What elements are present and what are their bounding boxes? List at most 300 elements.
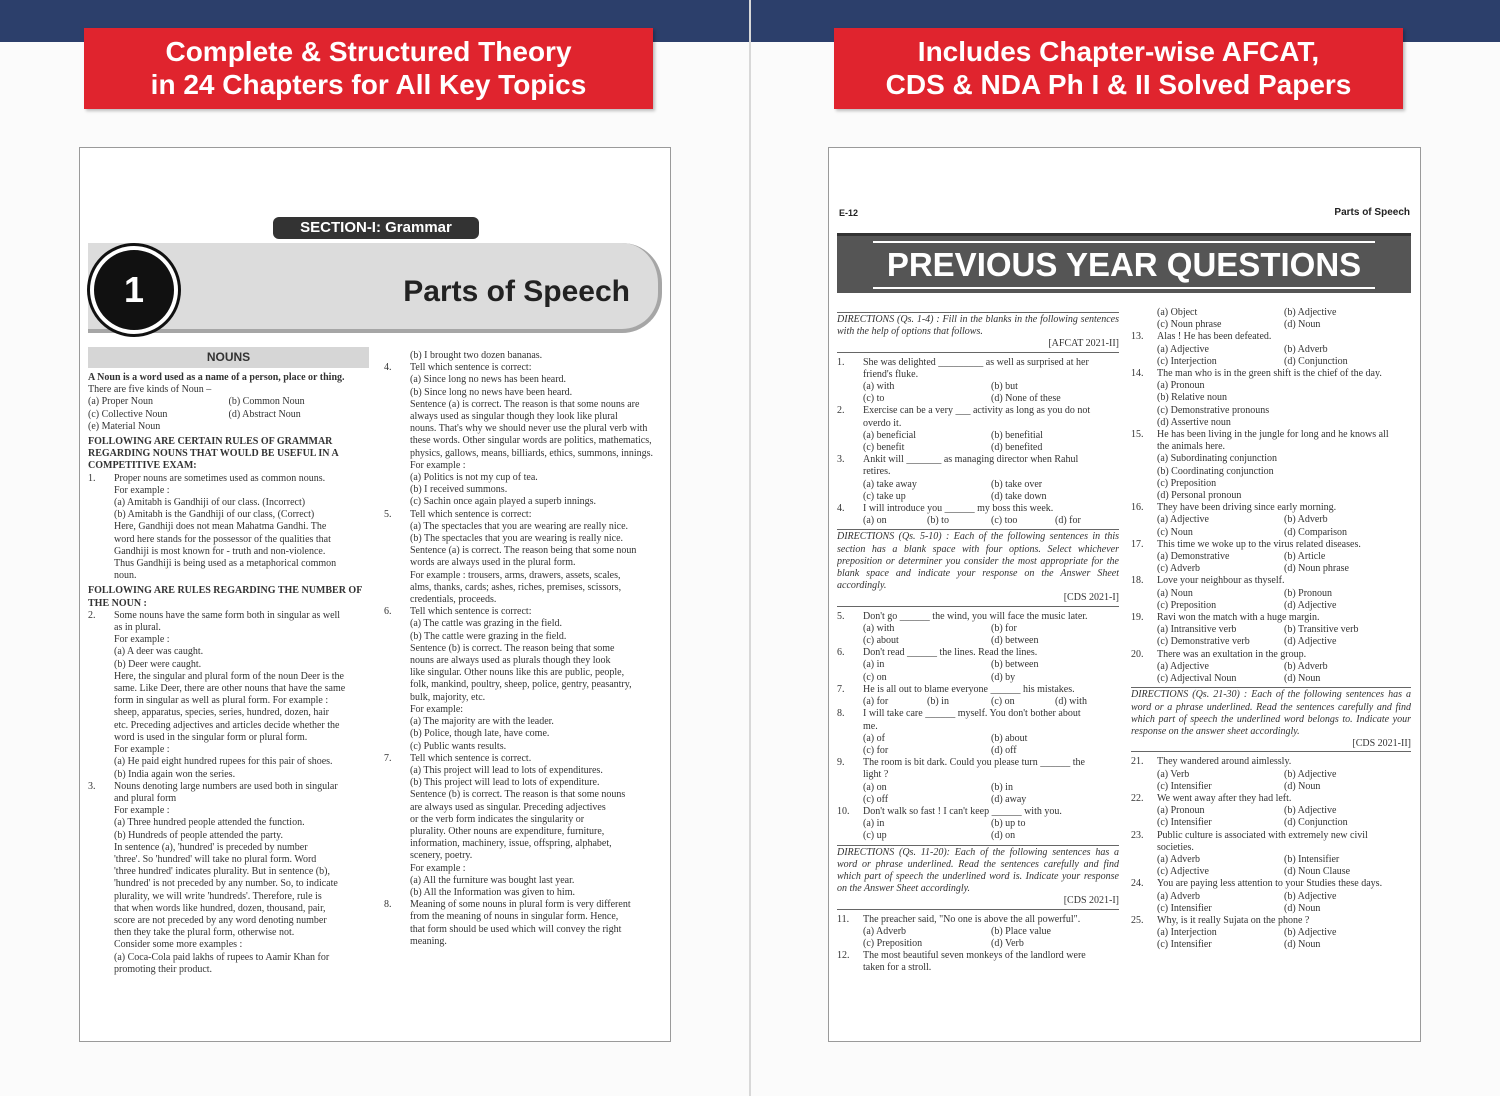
question-line — [837, 806, 1119, 818]
text-line: plurality, we will write 'hundreds'. Therefore, rule is — [114, 890, 322, 902]
question-line — [837, 503, 1119, 515]
item-number: 1. — [88, 472, 96, 484]
text-line: Gandhiji is most known for - truth and non-violence. — [114, 545, 326, 557]
text-line: sheep, apparatus, species, series, hundred, dozen, hair — [114, 707, 329, 719]
nouns-heading: NOUNS — [88, 347, 369, 368]
option: (d) Noun — [1284, 939, 1321, 951]
option-pair — [1131, 903, 1411, 915]
question-line — [837, 405, 1119, 417]
option-pair — [1131, 319, 1411, 331]
text-line: Sentence (b) is correct. The reason is that some nouns — [410, 789, 626, 801]
option: (c) Intensifier — [1157, 780, 1212, 792]
question-line — [837, 950, 1119, 962]
text-line: then they take the plural form, otherwise not. — [114, 927, 295, 939]
item-text: They have been driving since early morning. — [1157, 502, 1337, 514]
option-pair — [837, 926, 1119, 938]
question-line — [837, 757, 1119, 769]
item-text: Why, is it really Sujata on the phone ? — [1157, 914, 1310, 926]
option-row — [837, 696, 1119, 708]
question-line — [837, 914, 1119, 926]
option: (d) benefited — [991, 442, 1043, 454]
option-pair — [1131, 769, 1411, 781]
directions-text: DIRECTIONS (Qs. 1-4) : Fill in the blanks in the following sentences with the help of options that follows. — [837, 314, 1119, 338]
question-line — [837, 684, 1119, 696]
text-line: (b) Police, though late, have come. — [410, 728, 550, 740]
text-line: 'hundred' is not preceded by any number. So, to indicate — [114, 878, 338, 890]
text-line: meaning. — [410, 935, 447, 947]
question-line — [837, 357, 1119, 369]
theory-page — [79, 147, 671, 1042]
item-text: There was an exultation in the group. — [1157, 648, 1307, 660]
text-line: (a) This project will lead to lots of expenditures. — [410, 764, 603, 776]
option: (a) Adverb — [1157, 853, 1201, 865]
text-line: Sentence (a) is correct. The reason being that some noun — [410, 545, 637, 557]
text-line: folk, mankind, poultry, sheep, police, gentry, peasantry, — [410, 679, 632, 691]
item-number: 17. — [1131, 538, 1144, 550]
item-number: 16. — [1131, 502, 1144, 514]
noun-kind — [229, 421, 370, 433]
option: (b) to — [927, 515, 949, 527]
text-line: plurality. Other nouns are expenditure, furniture, — [410, 825, 605, 837]
option: (d) Noun — [1284, 902, 1321, 914]
item-number: 15. — [1131, 429, 1144, 441]
item-text: She was delighted _________ as well as surprised at her — [863, 356, 1089, 368]
option: (b) Adjective — [1284, 927, 1337, 939]
text-line: Here, Gandhiji does not mean Mahatma Gandhi. The — [114, 521, 327, 533]
question-line — [1131, 878, 1411, 890]
item-number: 9. — [837, 757, 845, 769]
option-pair — [1131, 939, 1411, 951]
item-text: Ankit will _______ as managing director when Rahul — [863, 454, 1079, 466]
text-line: (a) Since long no news has been heard. — [410, 374, 567, 386]
item-text: Alas ! He has been defeated. — [1157, 331, 1272, 343]
text-line: (d) Assertive noun — [1157, 416, 1231, 428]
option: (a) Adjective — [1157, 343, 1209, 355]
option: (b) Adverb — [1284, 660, 1328, 672]
text-line: (b) Since long no news have been heard. — [410, 386, 573, 398]
text-line: For example : — [114, 805, 170, 817]
option: (a) Pronoun — [1157, 805, 1205, 817]
option: (a) Noun — [1157, 587, 1193, 599]
text-line: 'three hundred' indicates plurality. But in sentence (b), — [114, 866, 330, 878]
option: (d) for — [1055, 515, 1081, 527]
question-line — [384, 753, 662, 765]
text-line: Thus Gandhiji is being used as a metaphorical common — [114, 558, 337, 570]
section-label: SECTION-I: Grammar — [273, 217, 479, 239]
question-line — [88, 610, 369, 622]
noun-kind-row — [88, 409, 369, 421]
item-number: 1. — [837, 356, 845, 368]
text-line: overdo it. — [863, 417, 902, 429]
option-pair — [837, 818, 1119, 830]
text-line: promoting their product. — [114, 963, 213, 975]
text-line: (b) Deer were caught. — [114, 658, 202, 670]
option: (a) on — [863, 515, 887, 527]
option: (a) take away — [863, 478, 917, 490]
option: (b) in — [991, 781, 1013, 793]
option: (b) Adjective — [1284, 890, 1337, 902]
option: (d) Noun — [1284, 319, 1321, 331]
option: (b) Intensifier — [1284, 853, 1340, 865]
item-text: Some nouns have the same form both in singular as well — [114, 609, 341, 621]
item-text: The man who is in the green shift is the chief of the day. — [1157, 368, 1382, 380]
text-line: me. — [863, 720, 878, 732]
text-line: (b) Relative noun — [1157, 392, 1227, 404]
pyq-banner — [837, 233, 1411, 293]
item-number: 14. — [1131, 368, 1144, 380]
option: (b) Adjective — [1284, 307, 1337, 318]
option-pair — [837, 442, 1119, 454]
item-number: 2. — [88, 609, 96, 621]
text-line: (b) The spectacles that you are wearing is really nice. — [410, 533, 624, 545]
item-text: The room is bit dark. Could you please turn ______ the — [863, 757, 1085, 769]
question-line — [1131, 649, 1411, 661]
option: (a) for — [863, 696, 889, 708]
option: (c) benefit — [863, 442, 905, 454]
text-line: (a) The majority are with the leader. — [410, 716, 554, 728]
directions-text: DIRECTIONS (Qs. 21-30) : Each of the following sentences has a word or a phrase underlined. Read the sentences carefully and find which part of speech the underlined word belongs to. Indicate your response on the answer sheet accordingly. — [1131, 689, 1411, 737]
option: (b) Adjective — [1284, 768, 1337, 780]
item-number: 8. — [837, 708, 845, 720]
questions-page — [828, 147, 1421, 1042]
option: (a) Verb — [1157, 768, 1190, 780]
exam-source: [CDS 2021-I] — [1063, 592, 1119, 604]
text-line: (b) Amitabh is the Gandhiji of our class, (Correct) — [114, 509, 315, 521]
question-line — [1131, 575, 1411, 587]
text-line: bulk, majority, etc. — [410, 691, 486, 703]
option: (a) in — [863, 659, 885, 671]
question-line — [1131, 612, 1411, 624]
item-number: 22. — [1131, 792, 1144, 804]
exam-source: [AFCAT 2021-II] — [1048, 338, 1119, 350]
right-feature-banner — [834, 28, 1403, 109]
option: (c) on — [863, 671, 887, 683]
item-text: Public culture is associated with extremely new civil — [1157, 829, 1368, 841]
noun-kinds-intro: There are five kinds of Noun – — [88, 384, 212, 396]
question-line — [1131, 756, 1411, 768]
item-text: Meaning of some nouns in plural form is very different — [410, 899, 631, 911]
text-line: For example : trousers, arms, drawers, assets, scales, — [410, 569, 621, 581]
text-line: score are not preceded by any word denoting number — [114, 914, 327, 926]
option: (b) but — [991, 381, 1018, 393]
noun-definition: A Noun is a word used as a name of a person, place or thing. — [88, 372, 345, 383]
noun-kind: (c) Collective Noun — [88, 408, 168, 420]
text-line: or the verb form indicates the singularity or — [410, 813, 585, 825]
question-line — [384, 362, 662, 374]
question-line — [384, 606, 662, 618]
text-line: For example : — [114, 484, 170, 496]
text-line: (a) Politics is not my cup of tea. — [410, 472, 538, 484]
item-text: They wandered around aimlessly. — [1157, 756, 1292, 768]
option: (b) in — [927, 696, 949, 708]
item-number: 21. — [1131, 756, 1144, 768]
item-text: Nouns denoting large numbers are used both in singular — [114, 780, 338, 792]
text-line: For example : — [410, 459, 466, 471]
rule-block-1 — [88, 473, 369, 583]
item-number: 24. — [1131, 878, 1144, 890]
text-line: friend's fluke. — [863, 368, 919, 380]
option: (d) Adjective — [1284, 636, 1337, 648]
question-line — [384, 509, 662, 521]
option: (b) Adjective — [1284, 805, 1337, 817]
option: (d) away — [991, 793, 1027, 805]
option: (c) Adjectival Noun — [1157, 673, 1237, 685]
option: (c) Noun phrase — [1157, 319, 1222, 331]
text-line: For example : — [410, 862, 466, 874]
item-text: This time we woke up to the virus related diseases. — [1157, 538, 1361, 550]
option: (b) Adverb — [1284, 343, 1328, 355]
text-line: (a) The spectacles that you are wearing are really nice. — [410, 520, 629, 532]
item-number: 7. — [384, 752, 392, 764]
question-line — [1131, 502, 1411, 514]
text-line: (b) I received summons. — [410, 484, 508, 496]
text-line: (a) Coca-Cola paid lakhs of rupees to Aamir Khan for — [114, 951, 330, 963]
question-line — [1131, 915, 1411, 927]
item-text: Exercise can be a very ___ activity as long as you do not — [863, 405, 1091, 417]
option: (a) Demonstrative — [1157, 551, 1230, 563]
item-number: 3. — [837, 454, 845, 466]
option-row — [837, 515, 1119, 527]
text-line: and plural form — [114, 792, 177, 804]
option: (d) None of these — [991, 393, 1061, 405]
text-line: 'three'. So 'hundred' will take no plural form. Word — [114, 853, 317, 865]
directions-block — [837, 529, 1119, 606]
option-pair — [837, 479, 1119, 491]
rule-block-2 — [88, 610, 369, 976]
option: (b) Pronoun — [1284, 587, 1333, 599]
item-text: Love your neighbour as thyself. — [1157, 575, 1285, 587]
text-line: (b) The cattle were grazing in the field. — [410, 630, 567, 642]
option: (d) off — [991, 744, 1017, 756]
option: (d) between — [991, 635, 1039, 647]
item-text: I will introduce you ______ my boss this week. — [863, 503, 1054, 515]
item-number: 23. — [1131, 829, 1144, 841]
text-line: (a) The cattle was grazing in the field. — [410, 618, 562, 630]
option: (c) Demonstrative verb — [1157, 636, 1250, 648]
option: (d) take down — [991, 490, 1047, 502]
text-line: (a) Three hundred people attended the function. — [114, 817, 305, 829]
option-pair — [1131, 551, 1411, 563]
item-number: 8. — [384, 899, 392, 911]
banner-line: in 24 Chapters for All Key Topics — [150, 69, 587, 100]
banner-line: CDS & NDA Ph I & II Solved Papers — [885, 69, 1352, 100]
option: (a) Intransitive verb — [1157, 624, 1237, 636]
center-gutter — [749, 0, 751, 1096]
option: (d) Noun phrase — [1284, 563, 1349, 575]
rules-heading-2: FOLLOWING ARE RULES REGARDING THE NUMBER OF THE NOUN : — [88, 585, 362, 609]
noun-kind: (b) Common Noun — [228, 396, 305, 408]
item-number: 20. — [1131, 648, 1144, 660]
option-pair — [1131, 866, 1411, 878]
text-line: alms, thanks, cards; ashes, riches, premises, scissors, — [410, 581, 622, 593]
option: (a) with — [863, 622, 895, 634]
option: (b) up to — [991, 818, 1026, 830]
running-head: Parts of Speech — [1334, 207, 1410, 218]
noun-kinds-list — [88, 396, 369, 433]
question-line — [1131, 793, 1411, 805]
directions-text: DIRECTIONS (Qs. 11-20): Each of the following sentences has a word or phrase underlined. Read the sentences carefully and find which part of speech the underlined word is. Indicate your response on the Answer Sheet accordingly. — [837, 846, 1119, 895]
text-line: For example : — [114, 634, 170, 646]
option: (c) Adverb — [1157, 563, 1201, 575]
option-pair — [837, 491, 1119, 503]
option: (c) to — [863, 393, 885, 405]
option: (a) Interjection — [1157, 927, 1217, 939]
text-line: (c) Demonstrative pronouns — [1157, 404, 1270, 416]
exam-source: [CDS 2021-II] — [1352, 738, 1411, 750]
question-line — [837, 611, 1119, 623]
left-feature-banner — [84, 28, 653, 109]
text-line: (b) India again won the series. — [114, 768, 236, 780]
text-line: information, machinery, issue, offspring, alphabet, — [410, 838, 612, 850]
text-line: (a) He paid eight hundred rupees for this pair of shoes. — [114, 756, 333, 768]
option: (d) by — [991, 671, 1016, 683]
text-line: Here, the singular and plural form of the noun Deer is the — [114, 670, 344, 682]
option-pair — [837, 430, 1119, 442]
rules-heading-1: FOLLOWING ARE CERTAIN RULES OF GRAMMAR REGARDING NOUNS THAT WOULD BE USEFUL IN A COMPETITIVE EXAM: — [88, 436, 339, 472]
text-line: same. Like Deer, there are other nouns that have the same — [114, 683, 346, 695]
option: (d) Comparison — [1284, 526, 1348, 538]
option: (b) about — [991, 732, 1028, 744]
option: (c) off — [863, 793, 889, 805]
text-line: In sentence (a), 'hundred' is preceded by number — [114, 841, 308, 853]
option: (a) Adverb — [863, 925, 907, 937]
text-line: nouns. That's why we should never use the plural verb with — [410, 423, 648, 435]
question-line — [1131, 331, 1411, 343]
noun-kind: (e) Material Noun — [88, 420, 161, 432]
option: (d) Verb — [991, 937, 1024, 949]
question-line — [837, 454, 1119, 466]
option-pair — [837, 782, 1119, 794]
banner-line: Includes Chapter-wise AFCAT, — [917, 36, 1320, 67]
option-pair — [1131, 563, 1411, 575]
text-line: noun. — [114, 570, 137, 582]
text-line: (b) I brought two dozen bananas. — [410, 350, 543, 361]
text-line: Sentence (b) is correct. The reason being that some — [410, 642, 615, 654]
text-line: etc. Preceding adjectives and articles decide whether the — [114, 719, 340, 731]
text-line: Sentence (a) is correct. The reason is that some nouns are — [410, 398, 640, 410]
directions-block — [837, 845, 1119, 910]
option-pair — [837, 381, 1119, 393]
option-pair — [1131, 781, 1411, 793]
option-pair — [837, 659, 1119, 671]
option: (b) Place value — [991, 925, 1051, 937]
option: (c) take up — [863, 490, 906, 502]
option-pair — [837, 733, 1119, 745]
option-pair — [837, 623, 1119, 635]
text-line: word here stands for the possessor of the qualities that — [114, 533, 331, 545]
option-pair — [1131, 588, 1411, 600]
text-line: nouns are always used as plurals though they look — [410, 655, 611, 667]
option: (a) beneficial — [863, 429, 917, 441]
option: (b) Adverb — [1284, 514, 1328, 526]
option: (d) Noun — [1284, 780, 1321, 792]
option: (a) in — [863, 818, 885, 830]
page-number: E-12 — [839, 208, 859, 218]
option-pair — [837, 672, 1119, 684]
option-pair — [1131, 527, 1411, 539]
option-pair — [1131, 624, 1411, 636]
text-line: (b) Coordinating conjunction — [1157, 465, 1274, 477]
text-line: always used as singular though they look like plural — [410, 411, 618, 423]
text-line: (a) Subordinating conjunction — [1157, 453, 1277, 465]
option: (c) Interjection — [1157, 355, 1217, 367]
item-text: Tell which sentence is correct: — [410, 362, 532, 374]
option-pair — [1131, 636, 1411, 648]
option: (c) for — [863, 744, 889, 756]
option-pair — [1131, 891, 1411, 903]
item-number: 12. — [837, 950, 850, 962]
option-pair — [837, 393, 1119, 405]
option-pair — [1131, 817, 1411, 829]
option-pair — [1131, 673, 1411, 685]
question-line — [88, 781, 369, 793]
item-number: 2. — [837, 405, 845, 417]
directions-block — [837, 312, 1119, 353]
questions-column-1 — [837, 310, 1119, 990]
option: (d) with — [1055, 696, 1087, 708]
text-line: form in singular as well as plural form. For example : — [114, 695, 329, 707]
question-line — [1131, 429, 1411, 441]
option: (c) Intensifier — [1157, 817, 1212, 829]
item-number: 6. — [837, 647, 845, 659]
option: (c) Intensifier — [1157, 939, 1212, 951]
option: (b) Article — [1284, 551, 1326, 563]
text-line: For example: — [410, 703, 464, 715]
noun-kind-row — [88, 421, 369, 433]
text-line: (b) Hundreds of people attended the party. — [114, 829, 284, 841]
option-pair — [1131, 356, 1411, 368]
option-pair — [1131, 661, 1411, 673]
pyq-title: PREVIOUS YEAR QUESTIONS — [873, 241, 1375, 289]
exam-source: [CDS 2021-I] — [1063, 895, 1119, 907]
item-number: 25. — [1131, 914, 1144, 926]
directions-block — [1131, 687, 1411, 752]
text-line: words are always used in the plural form. — [410, 557, 576, 569]
item-text: Don't go ______ the wind, you will face the music later. — [863, 610, 1088, 622]
item-number: 5. — [837, 610, 845, 622]
option: (d) Noun — [1284, 673, 1321, 685]
item-text: He has been living in the jungle for long and he knows all — [1157, 429, 1389, 441]
option: (a) Adjective — [1157, 660, 1209, 672]
text-line: (d) Personal pronoun — [1157, 490, 1242, 502]
text-line: as in plural. — [114, 622, 161, 634]
chapter-title: Parts of Speech — [403, 275, 630, 308]
option: (b) Transitive verb — [1284, 624, 1359, 636]
text-line: physics, gallows, means, billiards, ethics, summons, innings. — [410, 447, 654, 459]
option: (c) Noun — [1157, 526, 1193, 538]
text-line: the animals here. — [1157, 441, 1226, 453]
option-pair — [837, 745, 1119, 757]
item-number: 7. — [837, 683, 845, 695]
option: (a) Adjective — [1157, 514, 1209, 526]
text-line: For example : — [114, 744, 170, 756]
option: (a) with — [863, 381, 895, 393]
option: (c) Intensifier — [1157, 902, 1212, 914]
option: (d) Conjunction — [1284, 355, 1348, 367]
option: (b) benefitial — [991, 429, 1043, 441]
theory-column-1 — [88, 347, 369, 987]
item-text: I will take care ______ myself. You don't bother about — [863, 708, 1081, 720]
option: (c) Adjective — [1157, 866, 1209, 878]
question-line — [1131, 830, 1411, 842]
option: (c) about — [863, 635, 899, 647]
text-line: these words. Other singular words are politics, mathematics, — [410, 435, 652, 447]
text-line: (c) Public wants results. — [410, 740, 507, 752]
item-number: 4. — [837, 503, 845, 515]
option-pair — [1131, 805, 1411, 817]
item-text: Tell which sentence is correct: — [410, 508, 532, 520]
option: (c) on — [991, 696, 1015, 708]
